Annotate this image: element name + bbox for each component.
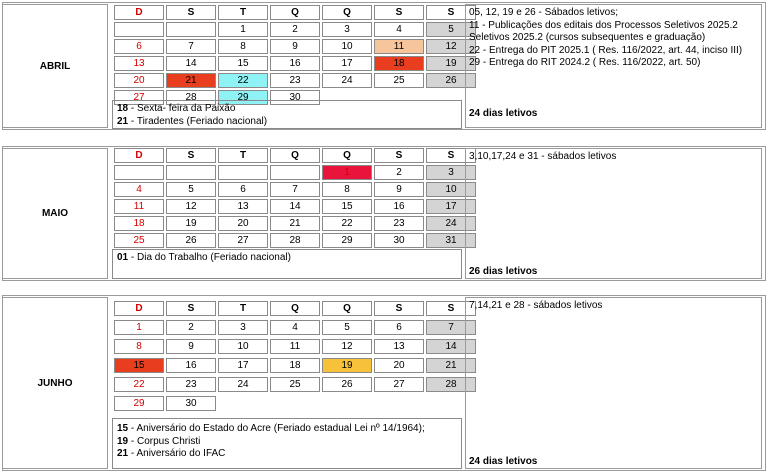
weekday-header: S (166, 5, 216, 20)
day-cell: 29 (322, 233, 372, 248)
day-cell: 14 (426, 339, 476, 354)
day-cell: 4 (270, 320, 320, 335)
day-cell: 23 (270, 73, 320, 88)
empty-cell (322, 396, 372, 411)
weekday-header: S (374, 5, 424, 20)
weekday-header-row (114, 301, 476, 316)
day-cell: 2 (166, 320, 216, 335)
may-info (465, 148, 762, 279)
week-row (114, 320, 476, 335)
weekday-header: S (426, 5, 476, 20)
day-cell: 11 (270, 339, 320, 354)
day-cell: 8 (114, 339, 164, 354)
day-cell (166, 22, 216, 37)
day-cell: 6 (218, 182, 268, 197)
weekday-header-row (114, 148, 476, 163)
info-line: 05, 12, 19 e 26 - Sábados letivos; (469, 7, 618, 18)
week-row (114, 165, 476, 180)
day-cell: 17 (426, 199, 476, 214)
day-cell: 5 (322, 320, 372, 335)
day-cell: 15 (218, 56, 268, 71)
week-row (114, 199, 476, 214)
day-cell: 23 (374, 216, 424, 231)
june-notes (112, 418, 462, 469)
may-calendar (112, 146, 478, 250)
weekday-header: D (114, 301, 164, 316)
day-cell: 30 (374, 233, 424, 248)
day-cell: 22 (218, 73, 268, 88)
may-notes (112, 249, 462, 279)
day-cell: 20 (374, 358, 424, 373)
weekday-header: Q (322, 148, 372, 163)
week-row (114, 56, 476, 71)
day-cell: 18 (270, 358, 320, 373)
empty-cell (218, 396, 268, 411)
day-cell: 3 (322, 22, 372, 37)
day-cell: 17 (322, 56, 372, 71)
weekday-header: D (114, 148, 164, 163)
weekday-header: T (218, 5, 268, 20)
day-cell: 27 (114, 90, 164, 105)
note-line: 18 - Sexta- feira da Paixão (117, 103, 236, 114)
day-cell: 15 (114, 358, 164, 373)
info-line: Seletivos 2025.2 (cursos subsequentes e graduação) (469, 32, 706, 43)
week-row (114, 358, 476, 373)
day-cell: 22 (114, 377, 164, 392)
day-cell: 11 (114, 199, 164, 214)
day-cell: 13 (114, 56, 164, 71)
weekday-header: Q (270, 5, 320, 20)
day-cell: 26 (322, 377, 372, 392)
empty-cell (374, 396, 424, 411)
day-cell (218, 165, 268, 180)
week-row (114, 377, 476, 392)
weekday-header: S (166, 301, 216, 316)
weekday-header-row (114, 5, 476, 20)
day-cell: 14 (270, 199, 320, 214)
day-cell: 9 (166, 339, 216, 354)
day-cell: 17 (218, 358, 268, 373)
day-cell: 7 (166, 39, 216, 54)
day-cell: 16 (374, 199, 424, 214)
day-cell: 1 (322, 165, 372, 180)
weekday-header: Q (322, 5, 372, 20)
day-cell (114, 165, 164, 180)
june-month-label: JUNHO (2, 297, 108, 469)
day-cell: 25 (374, 73, 424, 88)
day-cell: 6 (114, 39, 164, 54)
day-cell (166, 165, 216, 180)
june-days-count: 24 dias letivos (469, 456, 538, 467)
day-cell: 16 (270, 56, 320, 71)
may-month-label: MAIO (2, 148, 108, 279)
day-cell: 3 (218, 320, 268, 335)
day-cell: 6 (374, 320, 424, 335)
note-line: 21 - Aniversário do IFAC (117, 448, 226, 459)
week-row (114, 73, 476, 88)
day-cell: 4 (114, 182, 164, 197)
day-cell: 13 (218, 199, 268, 214)
info-line: 22 - Entrega do PIT 2025.1 ( Res. 116/2022, art. 44, inciso III) (469, 44, 743, 56)
day-cell: 20 (114, 73, 164, 88)
day-cell: 9 (374, 182, 424, 197)
day-cell: 3 (426, 165, 476, 180)
day-cell: 9 (270, 39, 320, 54)
week-row (114, 233, 476, 248)
day-cell: 7 (426, 320, 476, 335)
day-cell: 19 (166, 216, 216, 231)
day-cell: 26 (166, 233, 216, 248)
note-line: 21 - Tiradentes (Feriado nacional) (117, 115, 268, 127)
day-cell: 18 (114, 216, 164, 231)
april-days-count: 24 dias letivos (469, 108, 538, 119)
day-cell: 12 (426, 39, 476, 54)
empty-cell (270, 396, 320, 411)
day-cell: 2 (374, 165, 424, 180)
april-notes (112, 100, 462, 129)
note-line: 15 - Aniversário do Estado do Acre (Feriado estadual Lei nº 14/1964); (117, 423, 425, 434)
day-cell: 7 (270, 182, 320, 197)
day-cell: 14 (166, 56, 216, 71)
day-cell: 5 (426, 22, 476, 37)
may-days-count: 26 dias letivos (469, 266, 538, 277)
day-cell: 8 (218, 39, 268, 54)
weekday-header: Q (322, 301, 372, 316)
day-cell: 21 (426, 358, 476, 373)
day-cell: 24 (218, 377, 268, 392)
day-cell: 12 (322, 339, 372, 354)
weekday-header: T (218, 301, 268, 316)
day-cell: 11 (374, 39, 424, 54)
day-cell (270, 165, 320, 180)
week-row (114, 39, 476, 54)
day-cell: 29 (218, 90, 268, 105)
weekday-header: S (374, 301, 424, 316)
weekday-header: Q (270, 301, 320, 316)
week-row (114, 22, 476, 37)
day-cell: 29 (114, 396, 164, 411)
day-cell: 18 (374, 56, 424, 71)
day-cell: 12 (166, 199, 216, 214)
day-cell: 25 (114, 233, 164, 248)
day-cell: 21 (166, 73, 216, 88)
day-cell: 28 (166, 90, 216, 105)
day-cell: 10 (426, 182, 476, 197)
june-info (465, 297, 762, 469)
day-cell: 21 (270, 216, 320, 231)
day-cell: 19 (322, 358, 372, 373)
day-cell: 23 (166, 377, 216, 392)
info-line: 7,14,21 e 28 - sábados letivos (469, 300, 603, 311)
day-cell: 24 (322, 73, 372, 88)
day-cell: 2 (270, 22, 320, 37)
day-cell: 30 (270, 90, 320, 105)
day-cell: 8 (322, 182, 372, 197)
note-line: 01 - Dia do Trabalho (Feriado nacional) (117, 252, 291, 263)
day-cell (114, 22, 164, 37)
day-cell: 15 (322, 199, 372, 214)
week-row (114, 216, 476, 231)
week-row (114, 182, 476, 197)
info-line: 11 - Publicações dos editais dos Processos Seletivos 2025.2 (469, 19, 738, 31)
weekday-header: S (166, 148, 216, 163)
weekday-header: S (374, 148, 424, 163)
day-cell: 5 (166, 182, 216, 197)
weekday-header: T (218, 148, 268, 163)
april-calendar (112, 3, 478, 107)
day-cell: 13 (374, 339, 424, 354)
day-cell: 19 (426, 56, 476, 71)
day-cell: 25 (270, 377, 320, 392)
day-cell: 27 (218, 233, 268, 248)
info-line: 29 - Entrega do RIT 2024.2 ( Res. 116/2022, art. 50) (469, 57, 701, 68)
day-cell: 31 (426, 233, 476, 248)
day-cell: 28 (426, 377, 476, 392)
weekday-header: D (114, 5, 164, 20)
day-cell: 30 (166, 396, 216, 411)
day-cell: 10 (322, 39, 372, 54)
note-line: 19 - Corpus Christi (117, 435, 201, 447)
info-line: 3,10,17,24 e 31 - sábados letivos (469, 151, 617, 162)
day-cell: 28 (270, 233, 320, 248)
day-cell: 27 (374, 377, 424, 392)
weekday-header: Q (270, 148, 320, 163)
week-row (114, 396, 476, 411)
weekday-header: S (426, 301, 476, 316)
weekday-header: S (426, 148, 476, 163)
day-cell: 20 (218, 216, 268, 231)
day-cell: 26 (426, 73, 476, 88)
day-cell: 16 (166, 358, 216, 373)
day-cell: 24 (426, 216, 476, 231)
june-calendar (112, 297, 478, 415)
april-month-label: ABRIL (2, 4, 108, 128)
day-cell: 1 (114, 320, 164, 335)
day-cell: 1 (218, 22, 268, 37)
day-cell: 4 (374, 22, 424, 37)
week-row (114, 339, 476, 354)
day-cell: 10 (218, 339, 268, 354)
day-cell: 22 (322, 216, 372, 231)
